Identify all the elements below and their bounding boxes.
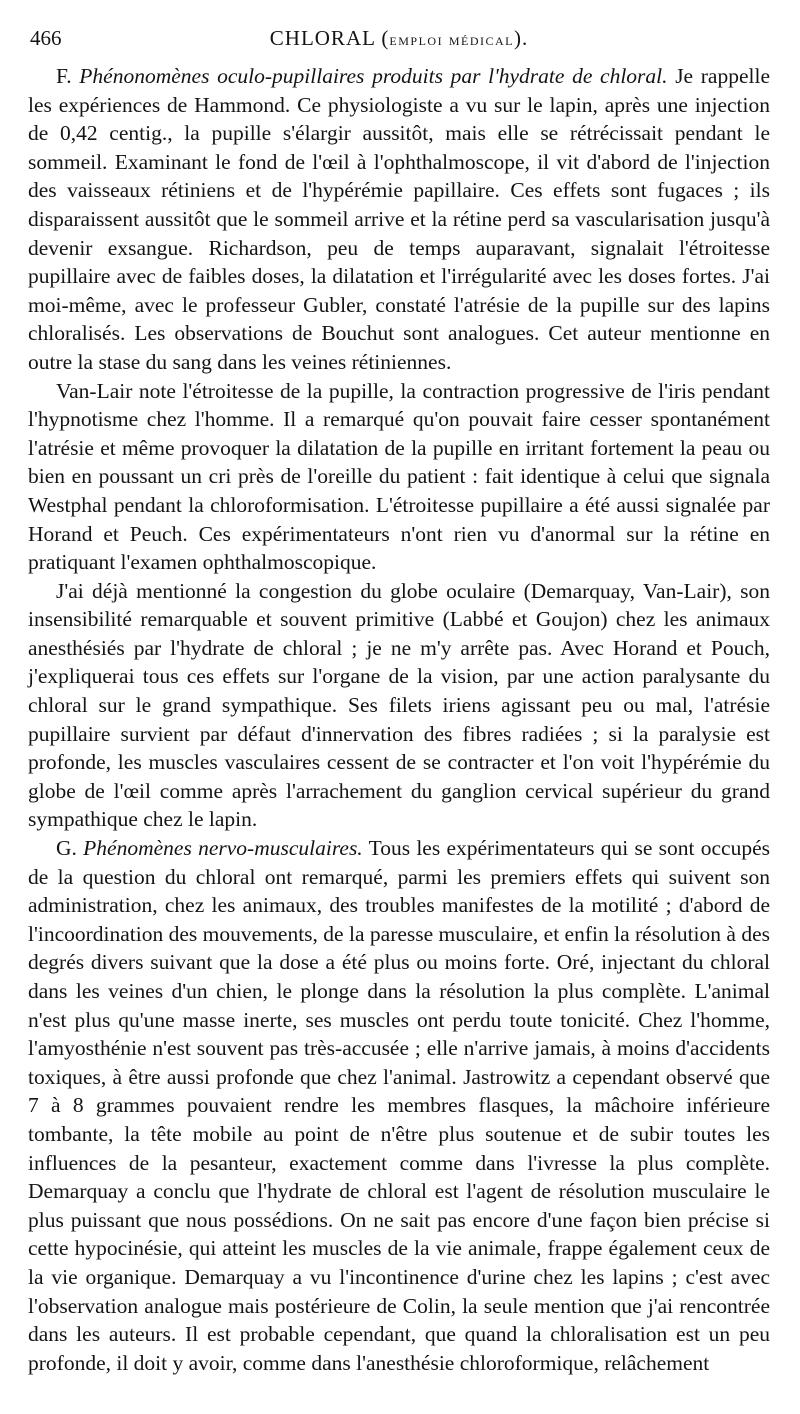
paragraph-text: J'ai déjà mentionné la congestion du globe oculaire (Demarquay, Van-Lair), son insensibilité remarquable et souvent primitive (Labbé et Goujon) chez les animaux anesthésiés par l'hydrate de chloral ; je ne m'y arrête pas. Avec Horand et Pouch, j'expliquerai tous ces effets sur l'organe de la vision, par une action paralysante du chloral sur le grand sympathique. Ses filets iriens agissant peu ou mal, l'atrésie pupillaire survient par défaut d'innervation des fibres radiées ; si la paralysie est profonde, les muscles vasculaires cessent de se contracter et l'on voit l'hypérémie du globe de l'œil comme après l'arrachement du ganglion cervical supérieur du grand sympathique chez le lapin. [28,578,770,832]
section-heading-f: Phénonomènes oculo-pupillaires produits par l'hydrate de chloral. [79,64,668,88]
section-letter-g: G. [56,836,77,861]
document-page [28,24,770,1377]
running-header [28,24,770,54]
section-letter-f: F. [56,64,72,88]
section-heading-g: Phénomènes nervo-musculaires. [83,836,363,861]
paragraph-f [28,62,770,377]
page-number: 466 [30,26,62,50]
paragraph-text: Van-Lair note l'étroitesse de la pupille, la contraction progressive de l'iris pendant l'hypnotisme chez l'homme. Il a remarqué qu'on pouvait faire cesser spontanément l'atrésie et même provoquer la dilatation de la pupille en irritant fortement la peau ou bien en poussant un cri près de l'oreille du patient : fait identique à celui que signala Westphal pendant la chloroformisation. L'étroitesse pupillaire a été aussi signalée par Horand et Peuch. Ces expérimentateurs n'ont rien vu d'anormal sur la rétine en pratiquant l'examen ophthalmoscopique. [28,378,770,575]
running-title-main: CHLORAL ( [269,26,390,50]
body-text [28,62,770,1377]
running-title [28,26,770,51]
paragraph-congestion [28,577,770,834]
paragraph-text: Tous les expérimentateurs qui se sont occupés de la question du chloral ont remarqué, parmi les premiers effets qui suivent son administration, chez les animaux, des troubles manifestes de la motilité ; d'abord de l'incoordination des mouvements, de la paresse musculaire, et enfin la résolution à des degrés divers suivant que la dose a été plus ou moins forte. Oré, injectant du chloral dans les veines d'un chien, le plonge dans la résolution la plus complète. L'animal n'est plus qu'une masse inerte, ses muscles ont perdu toute tonicité. Chez l'homme, l'amyosthénie n'est souvent pas très-accusée ; elle n'arrive jamais, à moins d'accidents toxiques, à être aussi profonde que chez l'animal. Jastrowitz a cependant observé que 7 à 8 grammes pouvaient rendre les membres flasques, la mâchoire inférieure tombante, la tête mobile au point de n'être plus soutenue et de subir toutes les influences de la pesanteur, exactement comme dans l'ivresse la plus complète. Demarquay a conclu que l'hydrate de chloral est l'agent de résolution musculaire le plus puissant que nous possédions. On ne sait pas encore d'une façon bien précise si cette hypocinésie, qui atteint les muscles de la vie animale, frappe également ceux de la vie organique. Demarquay a vu l'incontinence d'urine chez les lapins ; c'est avec l'observation analogue mais postérieure de Colin, la seule mention que j'ai rencontrée dans les auteurs. Il est probable cependant, que quand la chloralisation est un peu profonde, il doit y avoir, comme dans l'anesthésie chloroformique, relâchement [28,836,770,1375]
running-title-end: ). [513,26,529,50]
paragraph-g [28,834,770,1377]
paragraph-text: Je rappelle les expériences de Hammond. Ce physiologiste a vu sur le lapin, après une injection de 0,42 centig., la pupille s'élargir aussitôt, mais elle se rétrécissait pendant le sommeil. Examinant le fond de l'œil à l'ophthalmoscope, il vit d'abord de l'injection des vaisseaux rétiniens et de l'hypérémie papillaire. Ces effets sont fugaces ; ils disparaissent aussitôt que le sommeil arrive et la rétine perd sa vascularisation jusqu'à devenir exsangue. Richardson, peu de temps auparavant, signalait l'étroitesse pupillaire avec de faibles doses, la dilatation et l'irrégularité avec les doses fortes. J'ai moi-même, avec le professeur Gubler, constaté l'atrésie de la pupille sur des lapins chloralisés. Les observations de Bouchut sont analogues. Cet auteur mentionne en outre la stase du sang dans les veines rétiniennes. [28,64,770,374]
running-title-subtitle: emploi médical [389,30,514,49]
paragraph-van-lair [28,377,770,577]
